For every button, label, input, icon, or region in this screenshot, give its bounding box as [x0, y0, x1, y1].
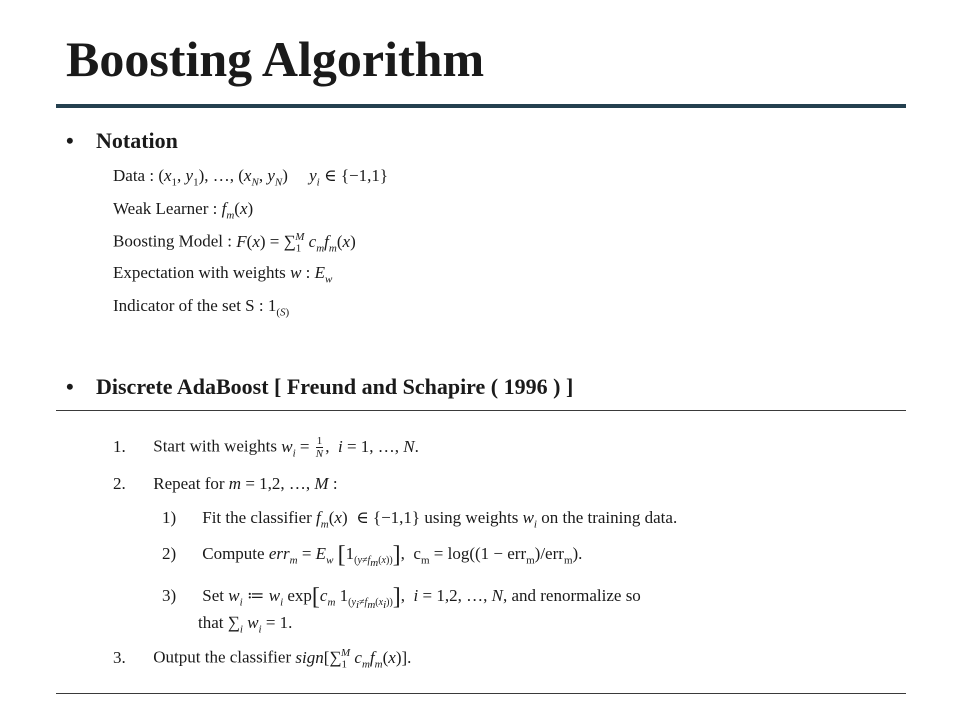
- notation-expectation-line: [113, 263, 332, 285]
- expectation-label: Expectation with weights: [113, 263, 286, 282]
- indicator-formula: $1_{(S)}$: [267, 296, 290, 319]
- substep-1-text-a: Fit the classifier: [202, 508, 312, 527]
- data-formula: ($x_1$, $y_1$), …, ($x_N$, $y_N$) $y_i$ ∈ {−1,1}: [158, 166, 388, 189]
- substep-number: 2): [162, 544, 177, 563]
- step-1: [113, 435, 419, 460]
- notation-heading: Notation: [96, 128, 178, 153]
- step-number: 1.: [113, 436, 126, 456]
- substep-number: 1): [162, 508, 177, 527]
- substep-3-text-c: that: [198, 613, 224, 632]
- substep-1-text-b: using weights: [424, 508, 519, 527]
- weak-learner-label: Weak Learner :: [113, 199, 218, 218]
- notation-indicator-line: [113, 296, 289, 318]
- boosting-model-formula: $F(x) = \sum_1^M$ $c_mf_m(x)$: [236, 231, 356, 255]
- substep-2-text: Compute: [202, 544, 265, 563]
- step-number: 3.: [113, 647, 126, 667]
- indicator-label: Indicator of the set S :: [113, 296, 264, 315]
- weak-learner-formula: $f_m(x)$: [221, 199, 254, 222]
- step-3-formula: $sign[\sum_1^M$ $c_mf_m(x)$].: [295, 647, 412, 671]
- step-3-text: Output the classifier: [153, 647, 292, 667]
- substep-1-formula-b: $w_i$: [522, 508, 537, 531]
- section-divider: [56, 410, 906, 411]
- substep-2: [162, 542, 582, 569]
- step-1-text: Start with weights: [153, 436, 277, 456]
- substep-3-text-b: , and renormalize so: [502, 586, 641, 605]
- substep-number: 3): [162, 586, 177, 605]
- step-2-text: Repeat for: [153, 474, 225, 493]
- bullet-dot: •: [66, 128, 74, 153]
- step-2-formula: m = 1,2, …, M :: [228, 474, 338, 493]
- substep-3-sum-formula: $\sum_i$ $w_i = 1$.: [227, 613, 293, 636]
- adaboost-heading: Discrete AdaBoost [ Freund and Schapire ( 1996 ) ]: [96, 374, 574, 399]
- substep-2-formula: $err_m = E_w$ $[1_{(y\ne f_m(x))}]$, $c_m = \log((1 - err_m)/err_m)$.: [268, 542, 583, 570]
- fraction: $\frac{1}{N}$: [315, 435, 324, 461]
- substep-3-formula: $w_i$ ≔ $w_i$ $\exp[c_m$ $1_{(y_i\ne f_m(x_i))}$], i = 1,2, …, N: [228, 584, 503, 612]
- title-underline: [56, 104, 906, 108]
- substep-1-formula-a: $f_m(x)$ ∈ {−1,1}: [316, 508, 421, 531]
- bottom-divider: [56, 693, 906, 694]
- step-2: [113, 474, 338, 494]
- notation-bullet: [66, 128, 178, 154]
- notation-weak-learner-line: [113, 199, 253, 221]
- step-1-formula: $w_i$ = $\frac{1}{N}$ , i = 1, …, N.: [281, 435, 419, 461]
- substep-1: [162, 508, 677, 530]
- adaboost-bullet: [66, 374, 573, 400]
- substep-3-continued: [198, 613, 292, 635]
- notation-boosting-model-line: [113, 231, 356, 254]
- substep-1-text-c: on the training data.: [541, 508, 678, 527]
- boosting-model-label: Boosting Model :: [113, 231, 233, 251]
- notation-data-line: [113, 166, 388, 188]
- step-3: [113, 647, 411, 670]
- step-number: 2.: [113, 474, 126, 493]
- data-label: Data :: [113, 166, 155, 185]
- bullet-dot: •: [66, 374, 74, 399]
- substep-3-text-a: Set: [202, 586, 224, 605]
- expectation-formula: w : $E_w$: [290, 263, 333, 286]
- slide-title: Boosting Algorithm: [66, 31, 485, 87]
- substep-3: [162, 584, 641, 611]
